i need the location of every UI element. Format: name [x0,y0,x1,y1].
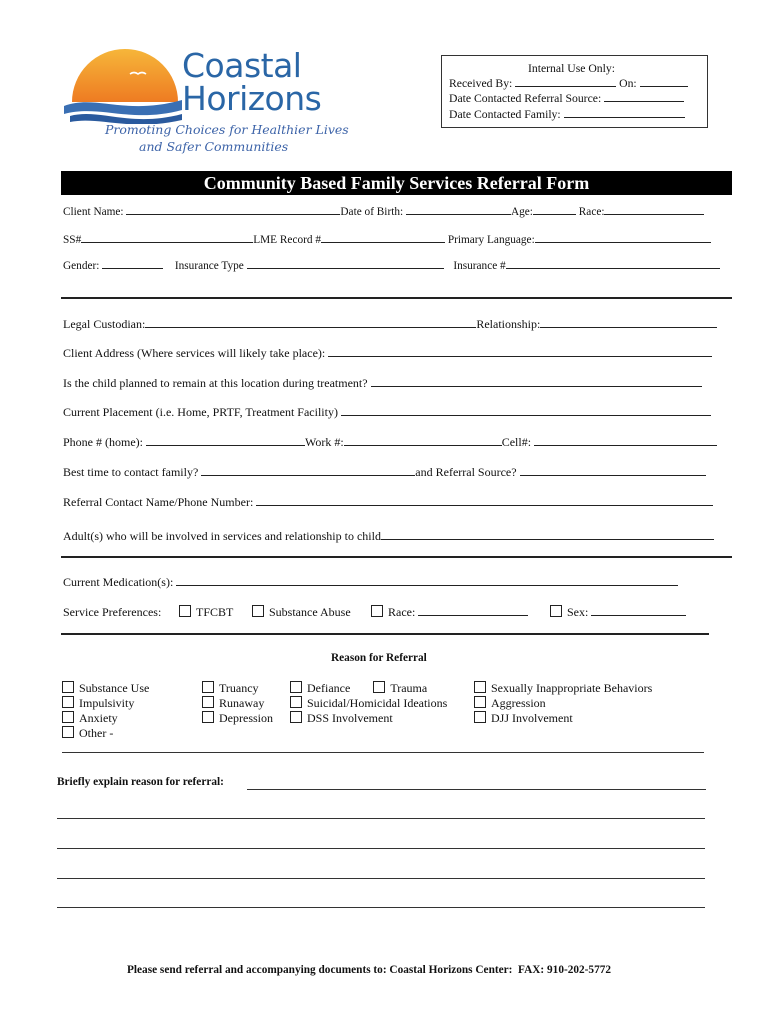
legal-custodian-field[interactable] [145,317,476,328]
phone-home-label: Phone # (home): [63,435,143,449]
aggression-label: Aggression [491,696,546,710]
internal-use-box [441,55,708,128]
reason-dss-involvement[interactable] [290,711,447,726]
dss-involvement-label: DSS Involvement [307,711,393,725]
truancy-label: Truancy [219,681,259,695]
reason-substance-use[interactable] [62,681,149,696]
race-pref-label: Race: [388,605,416,619]
reasons-col1 [62,681,149,741]
date-contacted-referral-field[interactable] [604,91,684,102]
logo-tagline-line2: and Safer Communities [139,139,289,154]
client-name-field[interactable] [126,204,340,215]
current-medications-field[interactable] [176,575,678,586]
race-label: Race: [578,206,605,218]
runaway-checkbox[interactable] [202,696,214,708]
reasons-col3 [290,681,447,726]
substance-use-label: Substance Use [79,681,150,695]
explain-label: Briefly explain reason for referral: [57,776,224,788]
reason-djj-involvement[interactable] [474,711,652,726]
row-adults-involved [63,529,714,544]
sex-pref-label: Sex: [567,605,589,619]
dss-involvement-checkbox[interactable] [290,711,302,723]
pref-sex[interactable] [550,605,686,620]
section-divider-2 [61,556,732,558]
trauma-checkbox[interactable] [373,681,385,693]
reason-depression[interactable] [202,711,273,726]
and-referral-source-label: and Referral Source? [415,465,517,479]
aggression-checkbox[interactable] [474,696,486,708]
row-service-preferences [63,605,161,620]
suicidal-homicidal-checkbox[interactable] [290,696,302,708]
row-client-address [63,346,712,361]
referral-contact-field[interactable] [256,495,713,506]
defiance-label: Defiance [307,681,351,695]
reasons-col2 [202,681,273,726]
referral-contact-label: Referral Contact Name/Phone Number: [63,495,254,509]
reason-trauma[interactable] [373,681,427,695]
client-address-field[interactable] [328,346,712,357]
insurance-type-field[interactable] [247,258,444,269]
insurance-num-label: Insurance # [453,260,506,272]
sex-pref-checkbox[interactable] [550,605,562,617]
explain-line-1[interactable] [57,818,705,819]
tfcbt-checkbox[interactable] [179,605,191,617]
gender-field[interactable] [102,258,163,269]
section-divider-1 [61,297,732,299]
age-field[interactable] [533,204,576,215]
logo-name-line1: Coastal [182,46,302,85]
form-title: Community Based Family Services Referral Form [61,171,732,195]
primary-language-label: Primary Language: [447,234,535,246]
depression-checkbox[interactable] [202,711,214,723]
reason-impulsivity[interactable] [62,696,149,711]
logo [60,44,349,159]
on-label: On: [619,77,637,90]
relationship-label: Relationship: [476,317,541,331]
row-gender [63,258,720,272]
lme-record-label: LME Record # [253,234,321,246]
anxiety-label: Anxiety [79,711,118,725]
row-referral-contact [63,495,713,510]
referral-source-field[interactable] [520,465,706,476]
defiance-checkbox[interactable] [290,681,302,693]
work-label: Work #: [305,435,344,449]
current-placement-field[interactable] [341,405,711,416]
internal-use-heading: Internal Use Only: [528,62,615,75]
runaway-label: Runaway [219,696,265,710]
ss-field[interactable] [81,232,253,243]
reason-aggression[interactable] [474,696,652,711]
row-phone [63,435,717,450]
primary-language-field[interactable] [535,232,711,243]
pref-tfcbt[interactable] [179,605,233,620]
insurance-num-field[interactable] [506,258,720,269]
race-pref-checkbox[interactable] [371,605,383,617]
service-preferences-label: Service Preferences: [63,605,162,619]
substance-abuse-label: Substance Abuse [269,605,351,619]
cell-label: Cell#: [501,435,532,449]
footer-note: Please send referral and accompanying documents to: Coastal Horizons Center: FAX: 910-202-5772 [127,964,612,976]
explain-line-0[interactable] [247,789,706,790]
explain-line-3[interactable] [57,878,705,879]
reason-anxiety[interactable] [62,711,149,726]
row-client-name [63,204,704,218]
row-current-placement [63,405,711,420]
reason-other[interactable] [62,726,149,741]
reason-sexually-inappropriate[interactable] [474,681,652,696]
date-contacted-family-line [449,107,685,122]
anxiety-checkbox[interactable] [62,711,74,723]
row-explain [57,776,224,788]
depression-label: Depression [219,711,273,725]
other-label: Other - [79,726,114,740]
truancy-checkbox[interactable] [202,681,214,693]
sex-pref-field[interactable] [591,605,686,616]
remain-location-label: Is the child planned to remain at this location during treatment? [63,376,368,390]
djj-involvement-checkbox[interactable] [474,711,486,723]
received-by-label: Received By: [449,77,513,90]
lme-record-field[interactable] [321,232,445,243]
suicidal-homicidal-label: Suicidal/Homicidal Ideations [307,696,448,710]
adults-involved-field[interactable] [381,529,714,540]
djj-involvement-label: DJJ Involvement [491,711,573,725]
date-of-birth-field[interactable] [406,204,511,215]
explain-line-2[interactable] [57,848,705,849]
row-best-time [63,465,706,480]
impulsivity-label: Impulsivity [79,696,135,710]
best-time-label: Best time to contact family? [63,465,199,479]
row-remain-location [63,376,702,391]
current-medications-label: Current Medication(s): [63,575,174,589]
pref-race[interactable] [371,605,528,620]
legal-custodian-label: Legal Custodian: [63,317,146,331]
row-ss [63,232,711,246]
impulsivity-checkbox[interactable] [62,696,74,708]
age-label: Age: [510,206,533,218]
reason-runaway[interactable] [202,696,273,711]
reason-truancy[interactable] [202,681,273,696]
adults-involved-label: Adult(s) who will be involved in services and relationship to child [63,529,381,543]
substance-abuse-checkbox[interactable] [252,605,264,617]
date-contacted-referral-label: Date Contacted Referral Source: [449,92,602,105]
reason-suicidal-homicidal[interactable] [290,696,447,711]
sexually-inappropriate-checkbox[interactable] [474,681,486,693]
gender-label: Gender: [63,260,100,272]
logo-name-line2: Horizons [182,79,322,118]
trauma-label: Trauma [390,681,428,695]
date-contacted-family-label: Date Contacted Family: [449,108,561,121]
work-field[interactable] [344,435,502,446]
date-of-birth-label: Date of Birth: [340,206,404,218]
date-contacted-referral-line [449,91,684,106]
insurance-type-label: Insurance Type [174,260,244,272]
sun-waves-logo-icon [60,44,185,124]
relationship-field[interactable] [540,317,717,328]
sexually-inappropriate-label: Sexually Inappropriate Behaviors [491,681,653,695]
other-checkbox[interactable] [62,726,74,738]
logo-tagline-line1: Promoting Choices for Healthier Lives [105,122,349,137]
client-address-label: Client Address (Where services will likely take place): [63,346,326,360]
reason-heading: Reason for Referral [331,652,427,664]
explain-line-4[interactable] [57,907,705,908]
reasons-col4 [474,681,652,726]
section-divider-3 [61,633,709,635]
substance-use-checkbox[interactable] [62,681,74,693]
pref-substance-abuse[interactable] [252,605,351,620]
on-date-field[interactable] [640,76,688,87]
best-time-field[interactable] [201,465,415,476]
received-by-line [449,76,688,91]
tfcbt-label: TFCBT [196,605,234,619]
ss-label: SS# [63,234,82,246]
date-contacted-family-field[interactable] [564,107,685,118]
current-placement-label: Current Placement (i.e. Home, PRTF, Treatment Facility) [63,405,338,419]
reason-defiance[interactable] [290,681,350,695]
race-field[interactable] [604,204,704,215]
phone-home-field[interactable] [146,435,305,446]
row-legal-custodian [63,317,717,332]
remain-location-field[interactable] [371,376,702,387]
received-by-field[interactable] [515,76,616,87]
row-current-medications [63,575,678,590]
client-name-label: Client Name: [63,206,124,218]
cell-field[interactable] [534,435,717,446]
race-pref-field[interactable] [418,605,528,616]
other-reason-line[interactable] [62,752,704,753]
